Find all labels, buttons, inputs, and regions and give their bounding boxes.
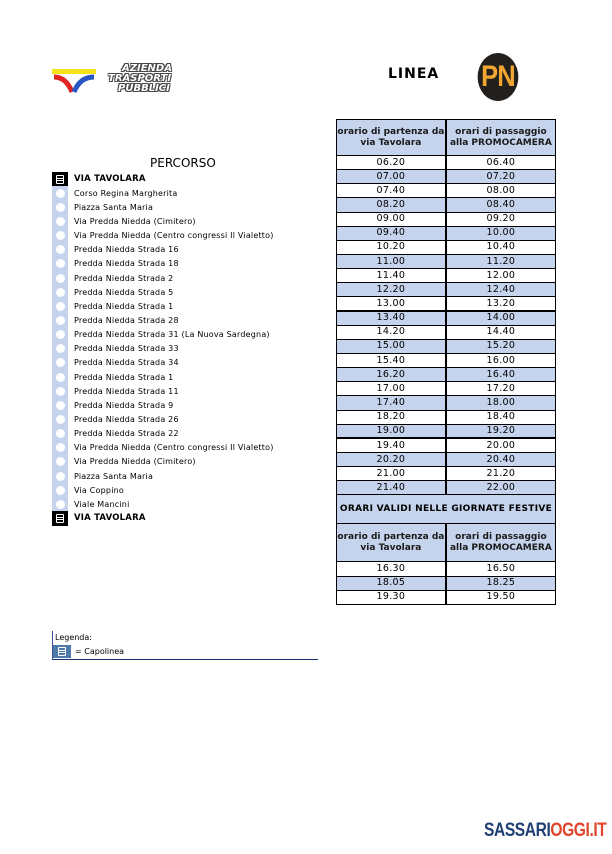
route-stop-name: Predda Niedda Strada 33 xyxy=(74,344,179,354)
promocamera-time: 08.00 xyxy=(446,184,556,198)
route-stop-name: Predda Niedda Strada 28 xyxy=(74,315,179,325)
timetable-row xyxy=(337,382,556,396)
festive-row xyxy=(337,590,556,604)
departure-time: 15.40 xyxy=(337,353,446,367)
legend-item-label: = Capolinea xyxy=(75,646,125,656)
stop-dot-icon xyxy=(52,356,68,370)
promocamera-time: 09.20 xyxy=(446,212,556,226)
stop-dot-icon xyxy=(52,342,68,356)
departure-time: 21.40 xyxy=(337,481,446,495)
route-stop xyxy=(52,285,318,299)
timetable-header xyxy=(337,120,556,156)
route-title: PERCORSO xyxy=(150,156,216,170)
timetable-row xyxy=(337,396,556,410)
timetable-row xyxy=(337,467,556,481)
stop-dot-icon xyxy=(52,328,68,342)
route-stop xyxy=(52,497,318,511)
departure-time: 15.00 xyxy=(337,339,446,353)
promocamera-time: 14.40 xyxy=(446,325,556,339)
stop-dot-icon xyxy=(52,398,68,412)
route-stop xyxy=(52,243,318,257)
promocamera-time: 20.40 xyxy=(446,452,556,466)
logo-line-3: PUBBLICI xyxy=(118,83,170,94)
festive-departure-time: 19.30 xyxy=(337,590,446,604)
promocamera-time: 18.40 xyxy=(446,410,556,424)
festive-promocamera-time: 19.50 xyxy=(446,590,556,604)
promocamera-time: 16.00 xyxy=(446,353,556,367)
festive-title: ORARI VALIDI NELLE GIORNATE FESTIVE xyxy=(337,495,556,524)
stop-dot-icon xyxy=(52,384,68,398)
route-stop xyxy=(52,469,318,483)
route-stop-name: Predda Niedda Strada 11 xyxy=(74,386,179,396)
departure-time: 13.00 xyxy=(337,297,446,311)
promocamera-time: 19.20 xyxy=(446,424,556,438)
route-stop xyxy=(52,229,318,243)
legend xyxy=(52,631,318,660)
timetable-row xyxy=(337,254,556,268)
bus-terminal-icon xyxy=(53,645,71,658)
departure-time: 08.20 xyxy=(337,198,446,212)
route-stop-name: Via Predda Niedda (Cimitero) xyxy=(74,457,196,467)
stop-dot-icon xyxy=(52,427,68,441)
route-stop xyxy=(52,483,318,497)
timetable-row xyxy=(337,452,556,466)
weekday-timetable xyxy=(336,119,556,605)
departure-time: 07.00 xyxy=(337,170,446,184)
route-stop-name: Via Predda Niedda (Centro congressi Il Vialetto) xyxy=(74,443,274,453)
route-stop xyxy=(52,271,318,285)
festive-promocamera-time: 16.50 xyxy=(446,562,556,576)
route-stop-name: VIA TAVOLARA xyxy=(74,513,146,524)
header-promocamera: orari di passaggio alla PROMOCAMERA xyxy=(446,120,556,156)
departure-time: 13.40 xyxy=(337,311,446,325)
stop-dot-icon xyxy=(52,483,68,497)
timetable-row xyxy=(337,339,556,353)
route-stop xyxy=(52,328,318,342)
stop-dot-icon xyxy=(52,469,68,483)
departure-time: 12.20 xyxy=(337,283,446,297)
route-stop-name: Via Predda Niedda (Centro congressi Il Vialetto) xyxy=(74,231,274,241)
timetable-row xyxy=(337,156,556,170)
timetable-row xyxy=(337,481,556,495)
promocamera-time: 18.00 xyxy=(446,396,556,410)
stop-dot-icon xyxy=(52,497,68,511)
departure-time: 11.00 xyxy=(337,254,446,268)
route-stop xyxy=(52,441,318,455)
route-stop-name: Predda Niedda Strada 26 xyxy=(74,414,179,424)
route-stop-name: Corso Regina Margherita xyxy=(74,188,178,198)
header-departure: orario di partenza da via Tavolara xyxy=(337,120,446,156)
festive-departure-time: 16.30 xyxy=(337,562,446,576)
route-stop-terminal xyxy=(52,511,318,525)
route-stop-name: Piazza Santa Maria xyxy=(74,202,154,212)
watermark-part1: SASSARI xyxy=(484,820,551,841)
route-stop-name: Predda Niedda Strada 22 xyxy=(74,429,179,439)
promocamera-time: 22.00 xyxy=(446,481,556,495)
departure-time: 17.40 xyxy=(337,396,446,410)
route-stop-terminal xyxy=(52,172,318,186)
promocamera-time: 10.40 xyxy=(446,240,556,254)
promocamera-time: 10.00 xyxy=(446,226,556,240)
departure-time: 20.20 xyxy=(337,452,446,466)
stop-dot-icon xyxy=(52,285,68,299)
departure-time: 19.00 xyxy=(337,424,446,438)
departure-time: 16.20 xyxy=(337,368,446,382)
departure-time: 14.20 xyxy=(337,325,446,339)
route-stop-name: Predda Niedda Strada 1 xyxy=(74,372,174,382)
route-stop-name: Predda Niedda Strada 5 xyxy=(74,287,174,297)
timetable-row xyxy=(337,368,556,382)
stop-dot-icon xyxy=(52,214,68,228)
timetable-row xyxy=(337,325,556,339)
timetable-row xyxy=(337,311,556,325)
timetable-row xyxy=(337,438,556,452)
route-stop xyxy=(52,200,318,214)
route-stop xyxy=(52,313,318,327)
route-stop xyxy=(52,455,318,469)
route-stop xyxy=(52,342,318,356)
timetable-row xyxy=(337,410,556,424)
promocamera-time: 12.00 xyxy=(446,269,556,283)
route-stop-name: Via Coppino xyxy=(74,485,124,495)
timetable-row xyxy=(337,269,556,283)
linea-label: LINEA xyxy=(388,66,440,82)
route-stop-name: Predda Niedda Strada 2 xyxy=(74,273,174,283)
logo-line-2: TRASPORTI xyxy=(108,73,172,84)
timetable-row xyxy=(337,297,556,311)
route-stop xyxy=(52,214,318,228)
promocamera-time: 12.40 xyxy=(446,283,556,297)
departure-time: 07.40 xyxy=(337,184,446,198)
stop-dot-icon xyxy=(52,412,68,426)
promocamera-time: 21.20 xyxy=(446,467,556,481)
route-stop xyxy=(52,412,318,426)
stop-dot-icon xyxy=(52,243,68,257)
promocamera-time: 17.20 xyxy=(446,382,556,396)
promocamera-time: 08.40 xyxy=(446,198,556,212)
route-stop xyxy=(52,384,318,398)
timetable-row xyxy=(337,424,556,438)
stop-dot-icon xyxy=(52,229,68,243)
route-stop-name: Predda Niedda Strada 1 xyxy=(74,301,174,311)
festive-departure-time: 18.05 xyxy=(337,576,446,590)
festive-header-departure: orario di partenza da via Tavolara xyxy=(337,524,446,562)
route-stop-name: VIA TAVOLARA xyxy=(74,174,146,185)
timetable-row xyxy=(337,240,556,254)
promocamera-time: 06.40 xyxy=(446,156,556,170)
route-stop-name: Piazza Santa Maria xyxy=(74,471,154,481)
route-stop xyxy=(52,427,318,441)
promocamera-time: 16.40 xyxy=(446,368,556,382)
departure-time: 19.40 xyxy=(337,438,446,452)
bus-terminal-icon xyxy=(52,511,68,525)
departure-time: 06.20 xyxy=(337,156,446,170)
festive-promocamera-time: 18.25 xyxy=(446,576,556,590)
promocamera-time: 11.20 xyxy=(446,254,556,268)
promocamera-time: 15.20 xyxy=(446,339,556,353)
departure-time: 18.20 xyxy=(337,410,446,424)
timetable-row xyxy=(337,226,556,240)
route-stop-name: Predda Niedda Strada 18 xyxy=(74,259,179,269)
route-stop xyxy=(52,299,318,313)
timetable-row xyxy=(337,170,556,184)
departure-time: 11.40 xyxy=(337,269,446,283)
watermark-part2: OGGI.IT xyxy=(550,820,607,841)
route-stop-list xyxy=(52,172,318,526)
promocamera-time: 07.20 xyxy=(446,170,556,184)
route-stop-name: Via Predda Niedda (Cimitero) xyxy=(74,216,196,226)
atp-logo-icon xyxy=(52,68,96,94)
festive-row xyxy=(337,562,556,576)
festive-header-promocamera: orari di passaggio alla PROMOCAMERA xyxy=(446,524,556,562)
stop-dot-icon xyxy=(52,271,68,285)
logo-line-1: AZIENDA xyxy=(122,63,172,74)
festive-header xyxy=(337,524,556,562)
timetable-row xyxy=(337,184,556,198)
atp-logo-text xyxy=(104,64,184,98)
route-stop xyxy=(52,398,318,412)
stop-dot-icon xyxy=(52,257,68,271)
legend-item xyxy=(53,644,318,658)
stop-dot-icon xyxy=(52,200,68,214)
route-stop-name: Predda Niedda Strada 16 xyxy=(74,245,179,255)
stop-dot-icon xyxy=(52,455,68,469)
departure-time: 09.00 xyxy=(337,212,446,226)
route-stop xyxy=(52,186,318,200)
route-stop-name: Predda Niedda Strada 34 xyxy=(74,358,179,368)
bus-terminal-icon xyxy=(52,172,68,186)
departure-time: 17.00 xyxy=(337,382,446,396)
stop-dot-icon xyxy=(52,313,68,327)
route-stop-name: Predda Niedda Strada 9 xyxy=(74,400,174,410)
stop-dot-icon xyxy=(52,186,68,200)
timetable-row xyxy=(337,212,556,226)
festive-row xyxy=(337,576,556,590)
festive-title-row xyxy=(337,495,556,524)
promocamera-time: 20.00 xyxy=(446,438,556,452)
timetable-row xyxy=(337,283,556,297)
stop-dot-icon xyxy=(52,370,68,384)
departure-time: 21.00 xyxy=(337,467,446,481)
timetable-row xyxy=(337,198,556,212)
line-code-badge: PN xyxy=(478,53,519,101)
route-stop-name: Viale Mancini xyxy=(74,499,130,509)
route-stop xyxy=(52,257,318,271)
promocamera-time: 13.20 xyxy=(446,297,556,311)
departure-time: 10.20 xyxy=(337,240,446,254)
watermark xyxy=(484,820,606,842)
legend-title: Legenda: xyxy=(55,633,92,642)
route-stop xyxy=(52,370,318,384)
departure-time: 09.40 xyxy=(337,226,446,240)
route-stop xyxy=(52,356,318,370)
timetable-row xyxy=(337,353,556,367)
stop-dot-icon xyxy=(52,299,68,313)
route-stop-name: Predda Niedda Strada 31 (La Nuova Sardegna) xyxy=(74,330,270,340)
promocamera-time: 14.00 xyxy=(446,311,556,325)
stop-dot-icon xyxy=(52,441,68,455)
